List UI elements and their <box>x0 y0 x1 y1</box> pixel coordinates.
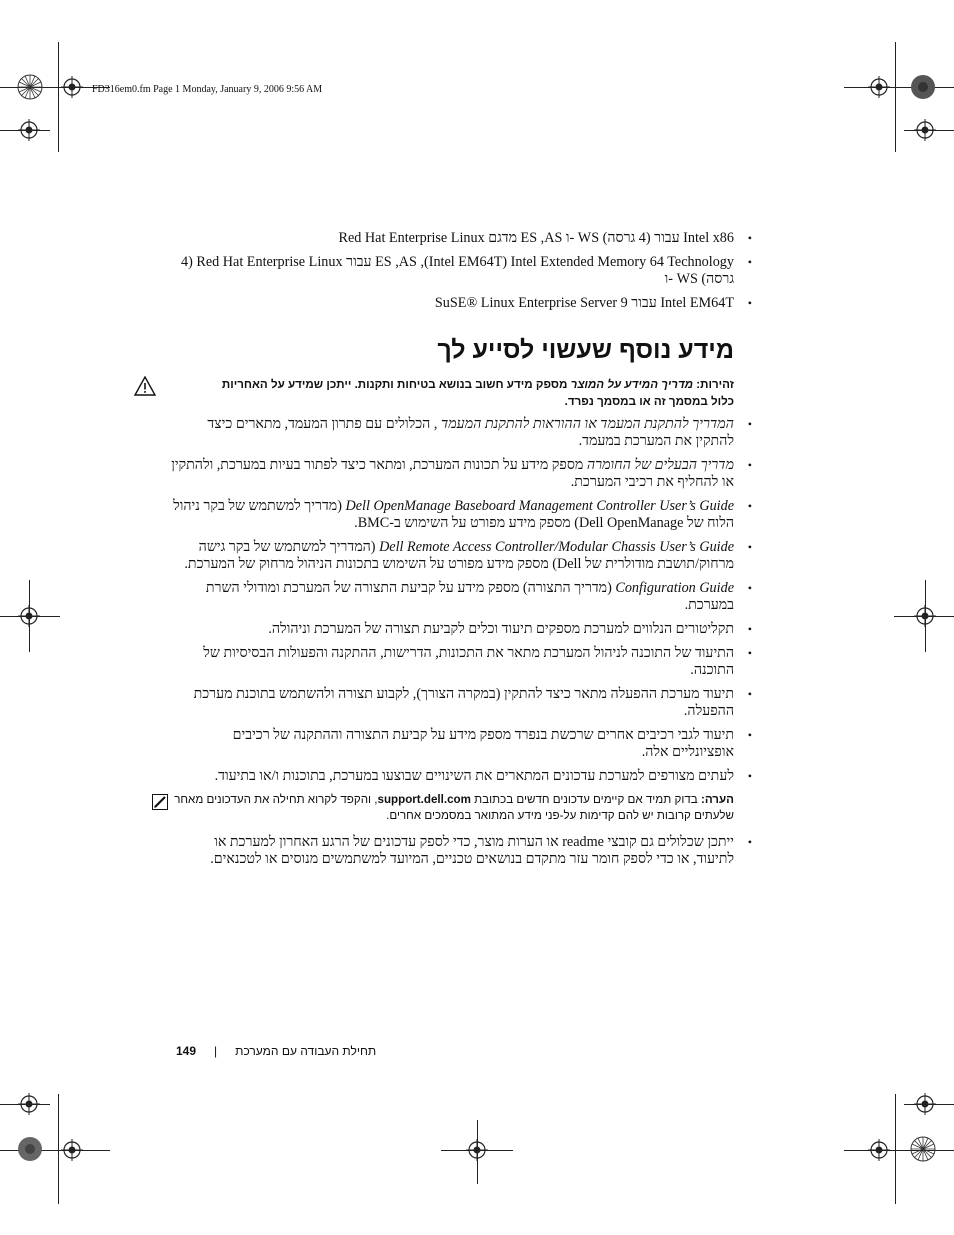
warning-block <box>170 376 734 410</box>
bullet-icon: • <box>747 769 752 783</box>
crop-mark <box>58 42 59 152</box>
registration-mark-icon <box>868 76 890 98</box>
list-item: • תיעוד לגבי רכיבים אחרים שרכשת בנפרד מספק מידע על קביעת התצורה וההתקנה של רכיבים אופציונליים אלה. <box>232 727 752 760</box>
warning-triangle-icon <box>134 376 156 396</box>
bullet-icon: • <box>747 540 752 554</box>
docs-list <box>170 416 752 785</box>
bullet-icon: • <box>747 499 752 513</box>
crop-mark <box>844 87 954 88</box>
support-link[interactable]: support.dell.com <box>377 793 471 806</box>
list-item: • המדריך להתקנת המעמד או ההוראות להתקנת המעמד , הכלולים עם פתרון המעמד, מתארים כיצד להתקין את המערכת במעמד. <box>207 416 752 449</box>
list-item: • Intel x86 עבור (4 גרסה) WS -ו ES ,AS מדגם Red Hat Enterprise Linux <box>338 230 752 246</box>
registration-mark-icon <box>18 1093 40 1115</box>
list-item: • התיעוד של התוכנה לניהול המערכת מתאר את התכונות, הדרישות, ההתקנה והפעולות הבסיסיות של התוכנה. <box>203 645 752 678</box>
note-label: הערה: <box>700 793 734 806</box>
crop-mark <box>844 1150 954 1151</box>
list-item: • ייתכן שכלולים גם קובצי readme או הערות מוצר, כדי לספק עדכונים של הרגע האחרון למערכת או לתיעוד, או כדי לספק חומר עזר מתקדם בנושאים טכניים, המיועד למשתמשים מנוסים או לטכנאים. <box>210 834 752 867</box>
bullet-icon: • <box>747 581 752 595</box>
crop-mark <box>895 42 896 152</box>
registration-mark-icon <box>914 1093 936 1115</box>
bullet-icon: • <box>747 231 752 245</box>
registration-mark-icon <box>868 1139 890 1161</box>
print-slug: FD316em0.fm Page 1 Monday, January 9, 2006 9:56 AM <box>92 84 323 95</box>
bullet-icon: • <box>747 622 752 636</box>
bullet-icon: • <box>747 458 752 472</box>
page-footer <box>176 1044 376 1058</box>
note-block: הערה: בדוק תמיד אם קיימים עדכונים חדשים בכתובת support.dell.com, והקפד לקרוא תחילה את העדכונים מאחר שלעתים קרובות יש להם קדימות על-פני מידע המתואר במסמכים אחרים. <box>170 792 734 824</box>
starburst-mark-icon <box>910 1136 936 1162</box>
starburst-mark-icon <box>17 1136 43 1162</box>
list-item: • Intel EM64T עבור SuSE® Linux Enterprise Server 9 <box>434 295 752 311</box>
bullet-icon: • <box>747 728 752 742</box>
warning-text: מספק מידע חשוב בנושא בטיחות ותקנות. ייתכן שמידע על האחריות כלול במסמך זה או במסמך נפרד. <box>221 378 734 408</box>
bullet-icon: • <box>747 835 752 849</box>
bullet-icon: • <box>747 296 752 310</box>
bullet-icon: • <box>747 255 752 269</box>
registration-mark-icon <box>914 119 936 141</box>
list-item: • תקליטורים הנלווים למערכת מספקים תיעוד וכלים לקביעת תצורה של המערכת וניהולה. <box>268 621 752 637</box>
readme-list <box>170 834 752 868</box>
list-item: • Configuration Guide (מדריך התצורה) מספק מידע על קביעת התצורה של המערכת ומודולי השרת במערכת. <box>205 580 752 613</box>
list-item: • ES ,AS ,(Intel EM64T) Intel Extended Memory 64 Technology עבור Red Hat Enterprise Linux (4 גרסה) WS -ו <box>181 254 752 287</box>
page-number: 149 <box>176 1044 197 1058</box>
bullet-icon: • <box>747 646 752 660</box>
crop-mark <box>895 1094 896 1204</box>
list-item: • תיעוד מערכת ההפעלה מתאר כיצד להתקין (במקרה הצורך), לקבוע תצורה ולהשתמש בתוכנת מערכת ההפעלה. <box>193 686 752 719</box>
list-item: • Dell OpenManage Baseboard Management Controller User’s Guide (מדריך למשתמש של בקר ניהול הלוח של Dell OpenManage) מספק מידע מפורט על השימוש ב-BMC. <box>173 498 752 531</box>
note-pencil-icon <box>152 794 168 810</box>
list-item: • מדריך הבעלים של החומרה מספק מידע על תכונות המערכת, ומתאר כיצד לפתור בעיות במערכת, ולהתקין או להחליף את רכיבי המערכת. <box>171 457 752 490</box>
list-item: • לעתים מצורפים למערכת עדכונים המתארים את השינויים שבוצעו במערכת, בתוכנות ו/או בתיעוד. <box>214 768 752 784</box>
registration-mark-icon <box>18 605 40 627</box>
starburst-mark-icon <box>17 74 43 100</box>
footer-title: תחילת העבודה עם המערכת <box>235 1044 377 1058</box>
list-item: • Dell Remote Access Controller/Modular Chassis User’s Guide (המדריך למשתמש של בקר גישה מרחוק/תושבת מודולרית של Dell) מספק מידע מפורט על השימוש בתכונות הניהול מרחוק של המערכת. <box>184 539 752 572</box>
bullet-icon: • <box>747 687 752 701</box>
registration-mark-icon <box>914 605 936 627</box>
registration-mark-icon <box>466 1139 488 1161</box>
footer-separator: | <box>214 1044 218 1058</box>
starburst-mark-icon <box>910 74 936 100</box>
bullet-icon: • <box>747 417 752 431</box>
crop-mark <box>58 1094 59 1204</box>
warning-label: זהירות: <box>696 378 734 391</box>
main-content <box>170 230 752 875</box>
section-heading: מידע נוסף שעשוי לסייע לך <box>437 336 734 364</box>
registration-mark-icon <box>61 76 83 98</box>
registration-mark-icon <box>18 119 40 141</box>
registration-mark-icon <box>61 1139 83 1161</box>
os-list <box>170 230 752 312</box>
warning-title: מדריך המידע על המוצר <box>570 378 694 391</box>
